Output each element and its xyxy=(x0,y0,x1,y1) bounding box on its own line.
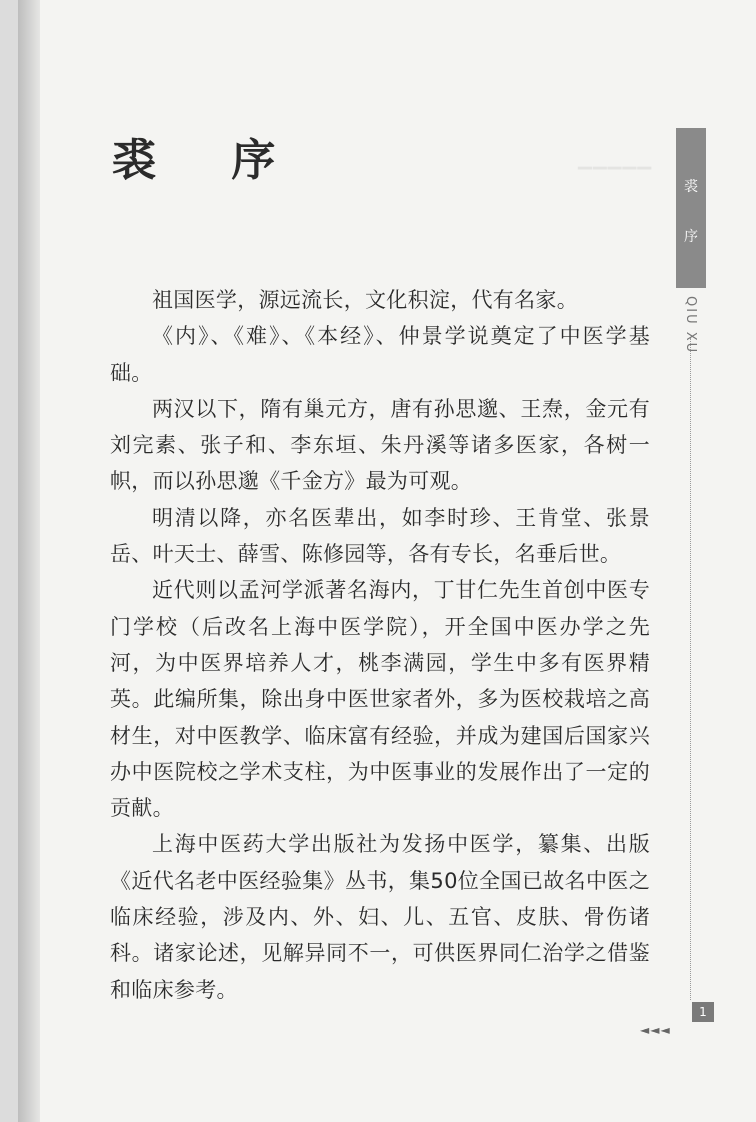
paragraph: 近代则以孟河学派著名海内，丁甘仁先生首创中医专门学校（后改名上海中医学院），开全国中医办学之先河，为中医界培养人才，桃李满园，学生中多有医界精英。此编所集，除出身中医世家者外，多为医校栽培之高材生，对中医教学、临床富有经验，并成为建国后国家兴办中医院校之学术支柱，为中医事业的发展作出了一定的贡献。 xyxy=(110,578,650,821)
chapter-side-tab xyxy=(676,128,706,288)
paragraph: 明清以降，亦名医辈出，如李时珍、王肯堂、张景岳、叶天士、薛雪、陈修园等，各有专长，名垂后世。 xyxy=(110,505,650,567)
preface-body xyxy=(110,282,650,1008)
bleed-through-text: ▁▁▁▁▁ xyxy=(578,149,653,170)
book-page xyxy=(18,0,756,1122)
page-nav-arrows-icon: ◄◄◄ xyxy=(640,1023,671,1037)
margin-dotted-rule xyxy=(690,338,691,1000)
paragraph: 两汉以下，隋有巢元方，唐有孙思邈、王焘，金元有刘完素、张子和、李东垣、朱丹溪等诸多医家，各树一帜，而以孙思邈《千金方》最为可观。 xyxy=(110,396,650,494)
pinyin-label: QIU XU xyxy=(683,296,698,355)
binding-shadow xyxy=(18,0,40,1122)
side-tab-char: 裘 xyxy=(684,179,698,195)
page-title: 裘 序 xyxy=(112,135,306,186)
side-tab-char: 序 xyxy=(684,229,698,245)
page-number-badge: 1 xyxy=(692,1002,714,1022)
paragraph: 上海中医药大学出版社为发扬中医学，纂集、出版《近代名老中医经验集》丛书，集50位全国已故名中医之临床经验，涉及内、外、妇、儿、五官、皮肤、骨伤诸科。诸家论述，见解异同不一，可供医界同仁治学之借鉴和临床参考。 xyxy=(110,832,650,1002)
paragraph: 《内》、《难》、《本经》、仲景学说奠定了中医学基础。 xyxy=(110,324,650,385)
paragraph: 祖国医学，源远流长，文化积淀，代有名家。 xyxy=(152,288,578,312)
